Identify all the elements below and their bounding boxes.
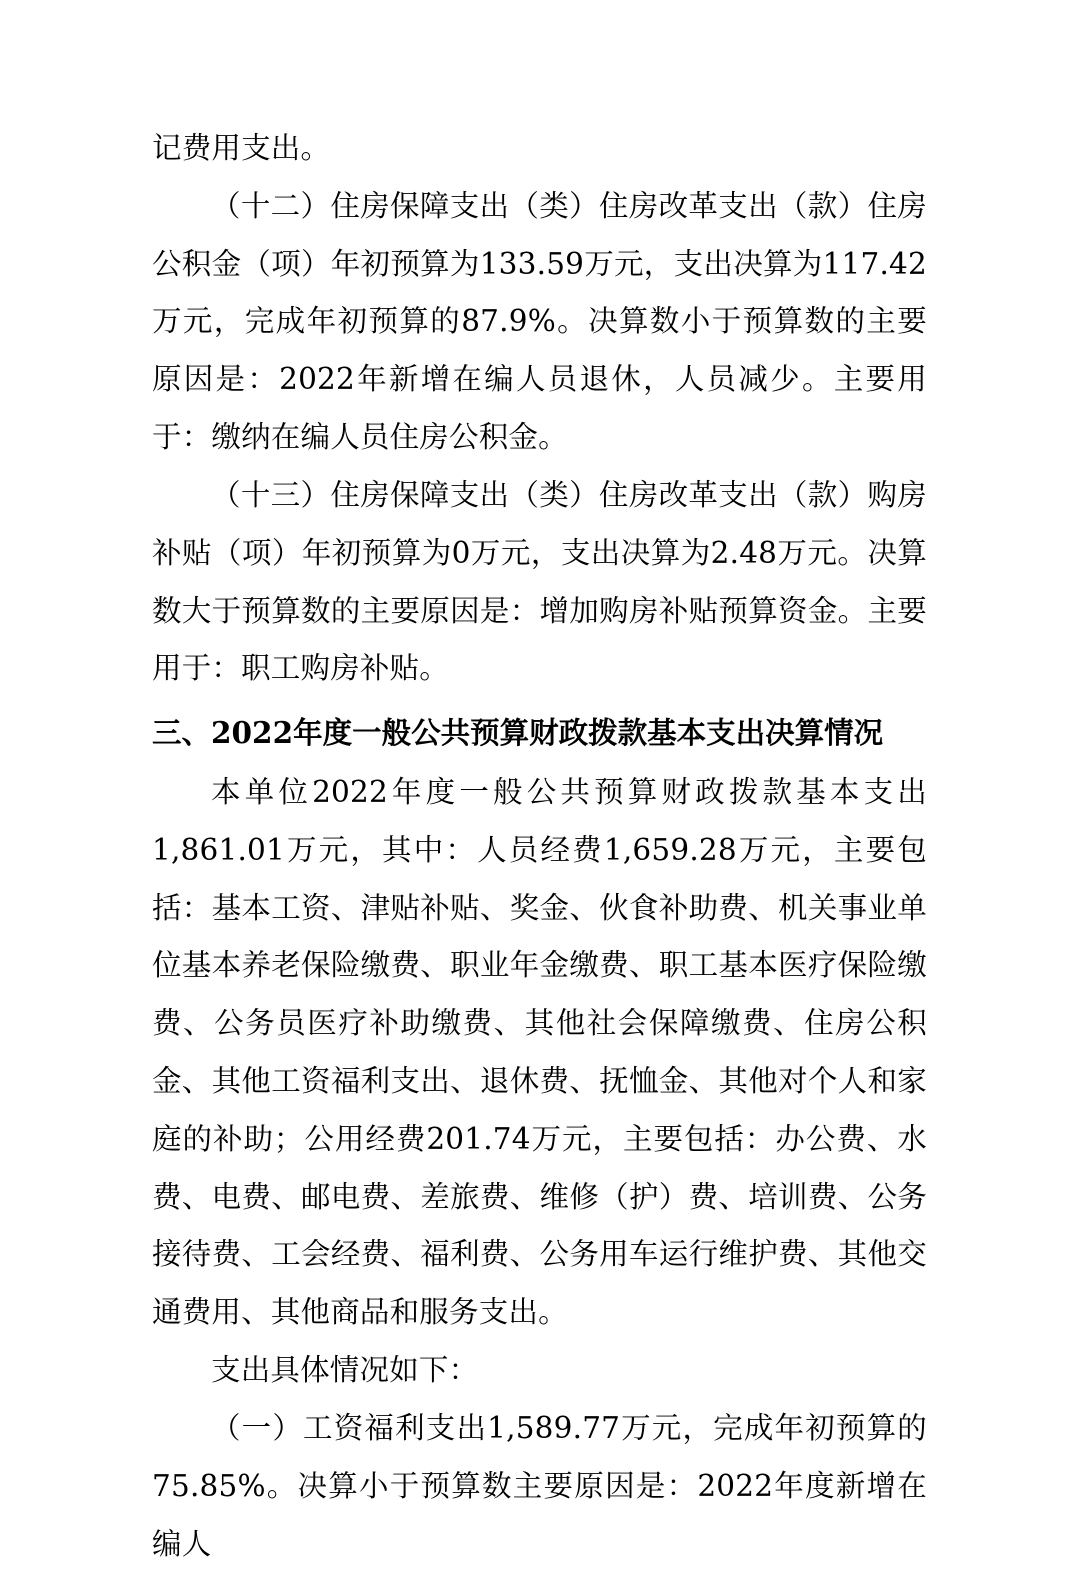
paragraph-detail-lead: 支出具体情况如下： [211, 1353, 479, 1388]
paragraph-item-thirteen: （十三）住房保障支出（类）住房改革支出（款）购房补贴（项）年初预算为0万元，支出决算为2.48万元。决算数大于预算数的主要原因是：增加购房补贴预算资金。主要用于：职工购房补贴。 [152, 477, 927, 686]
paragraph-basic-expenditure: 本单位2022年度一般公共预算财政拨款基本支出1,861.01万元，其中：人员经费1,659.28万元，主要包括：基本工资、津贴补贴、奖金、伙食补助费、机关事业单位基本养老保险缴费、职业年金缴费、职工基本医疗保险缴费、公务员医疗补助缴费、其他社会保障缴费、住房公积金、其他工资福利支出、退休费、抚恤金、其他对个人和家庭的补助；公用经费201.74万元，主要包括：办公费、水费、电费、邮电费、差旅费、维修（护）费、培训费、公务接待费、工会经费、福利费、公务用车运行维护费、其他交通费用、其他商品和服务支出。 [152, 774, 927, 1330]
paragraph-item-twelve: （十二）住房保障支出（类）住房改革支出（款）住房公积金（项）年初预算为133.59万元，支出决算为117.42万元，完成年初预算的87.9%。决算数小于预算数的主要原因是：2022年新增在编人员退休，人员减少。主要用于：缴纳在编人员住房公积金。 [152, 188, 927, 455]
section-heading: 三、2022年度一般公共预算财政拨款基本支出决算情况 [152, 715, 884, 751]
paragraph-item-one: （一）工资福利支出1,589.77万元，完成年初预算的75.85%。决算小于预算数主要原因是：2022年度新增在编人 [152, 1410, 927, 1561]
paragraph-continuation: 记费用支出。 [152, 131, 331, 165]
document-body [152, 120, 927, 1573]
